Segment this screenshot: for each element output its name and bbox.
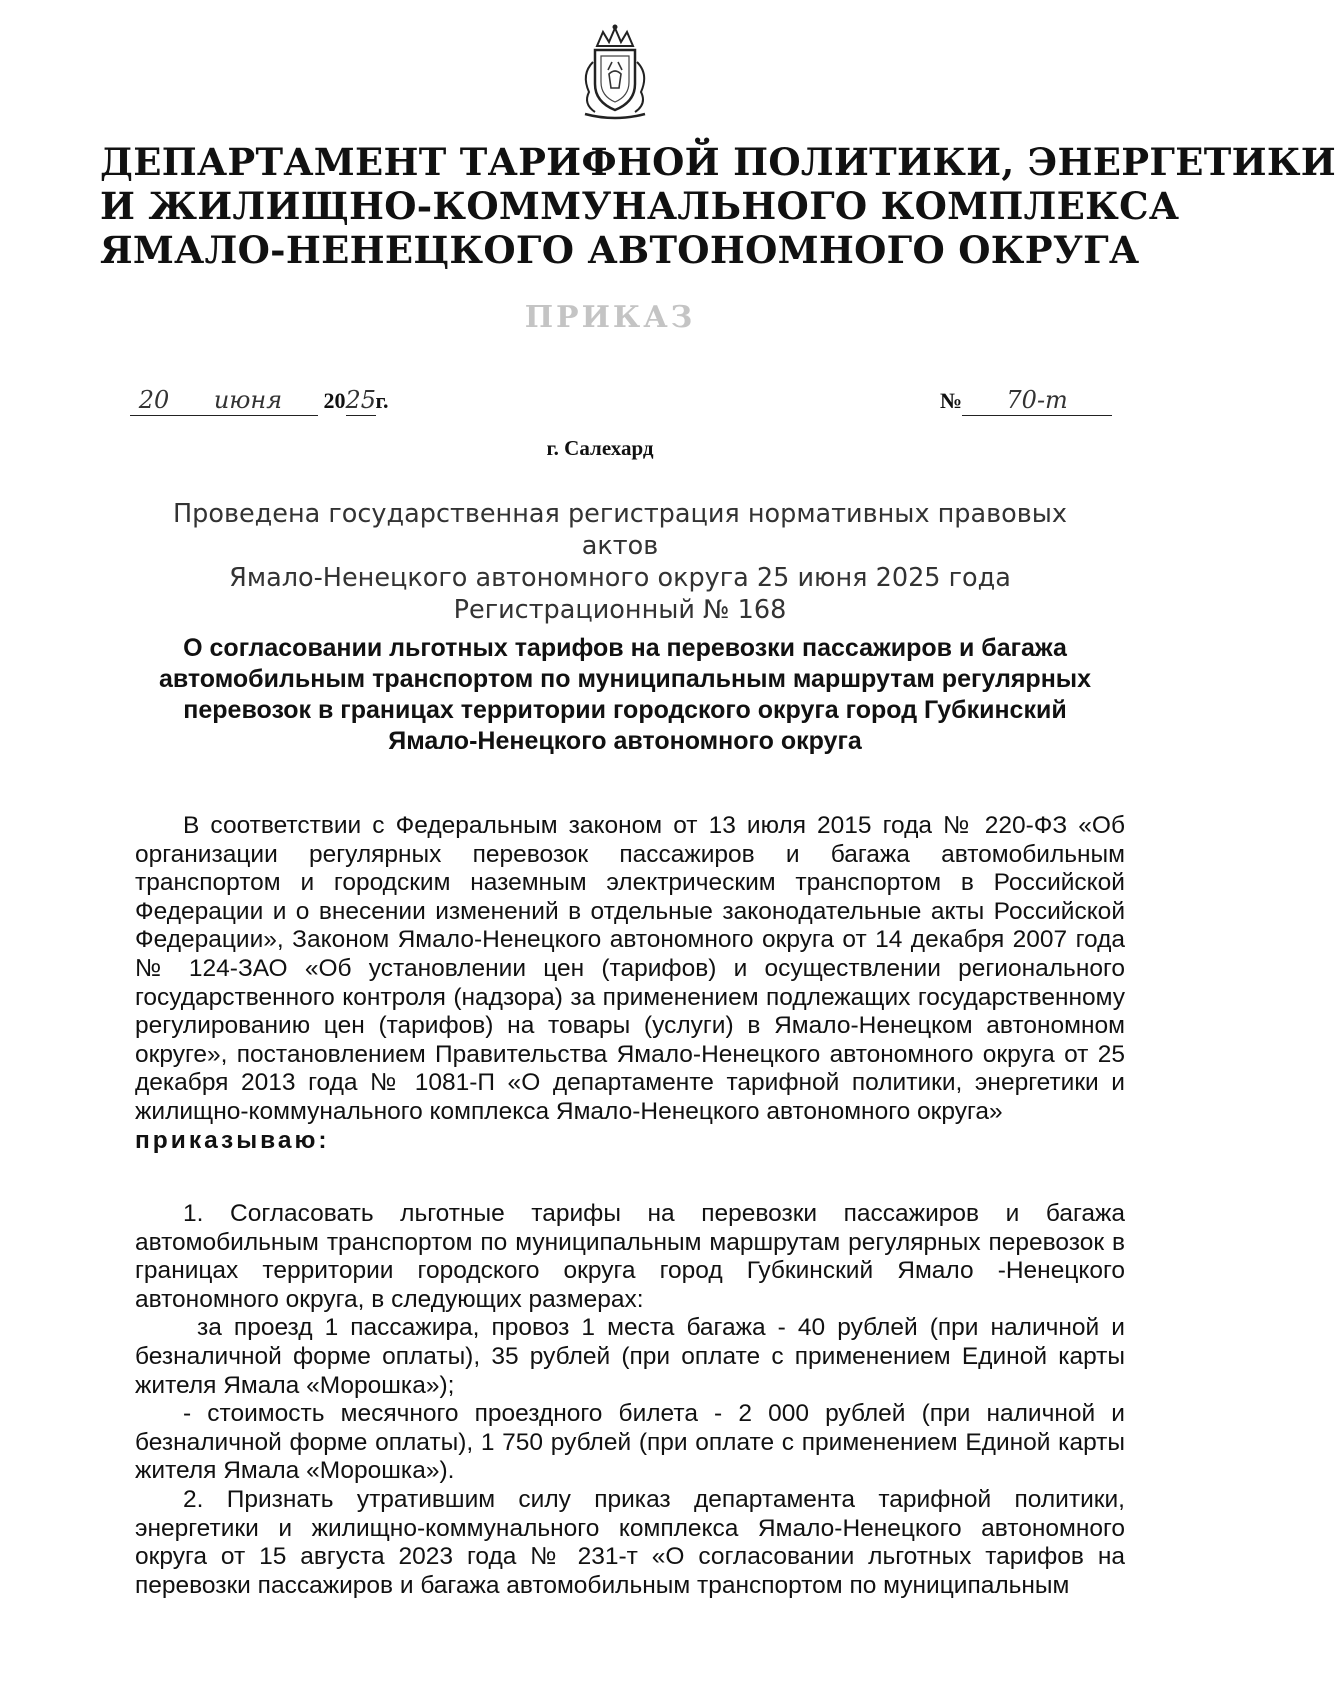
registration-line: Проведена государственная регистрация нормативных правовых актов	[172, 499, 1068, 561]
date-year-letter: г.	[375, 388, 389, 413]
order-points	[135, 1200, 1125, 1600]
point-1-fare: за проезд 1 пассажира, провоз 1 места багажа - 40 рублей (при наличной и безналичной форме оплаты), 35 рублей (при оплате с применением Единой карты жителя Ямала «Морошка»);	[135, 1314, 1125, 1399]
order-word: приказываю:	[135, 1126, 330, 1154]
date-year-prefix: 20	[323, 388, 346, 413]
order-date	[130, 385, 389, 419]
number-value: 70-т	[962, 385, 1112, 416]
point-1: 1. Согласовать льготные тарифы на перевозки пассажиров и багажа автомобильным транспортом по муниципальным маршрутам регулярных перевозок в границах территории городского округа город Губкинский Ямало -Ненецкого автономного округа, в следующих размерах:	[135, 1200, 1125, 1313]
subject-line: О согласовании льготных тарифов на перевозки пассажиров и багажа	[183, 634, 1067, 662]
point-1-monthly-pass: - стоимость месячного проездного билета - 2 000 рублей (при наличной и безналичной форме оплаты), 1 750 рублей (при оплате с применением Единой карты жителя Ямала «Морошка»).	[135, 1400, 1125, 1485]
coat-of-arms-icon	[575, 22, 655, 122]
department-title-line: ДЕПАРТАМЕНТ ТАРИФНОЙ ПОЛИТИКИ, ЭНЕРГЕТИКИ	[100, 140, 1336, 184]
date-month: июня	[178, 385, 318, 416]
preamble-paragraph	[135, 812, 1125, 1155]
registration-line: Регистрационный № 168	[453, 595, 787, 625]
subject-line: Ямало-Ненецкого автономного округа	[388, 727, 862, 755]
point-2: 2. Признать утратившим силу приказ департамента тарифной политики, энергетики и жилищно-коммунального комплекса Ямало-Ненецкого автономного округа от 15 августа 2023 года № 231-т «О согласовании льготных тарифов на перевозки пассажиров и багажа автомобильным транспортом по муниципальным	[135, 1485, 1125, 1599]
order-number	[940, 385, 1112, 419]
document-type: ПРИКАЗ	[524, 300, 696, 335]
order-subject	[130, 633, 1120, 757]
registration-stamp	[140, 498, 1100, 626]
registration-line: Ямало-Ненецкого автономного округа 25 июня 2025 года	[229, 563, 1011, 593]
department-title	[100, 140, 1336, 272]
department-title-line: И ЖИЛИЩНО-КОММУНАЛЬНОГО КОМПЛЕКСА	[100, 184, 1180, 228]
preamble-text: В соответствии с Федеральным законом от 13 июля 2015 года № 220-ФЗ «Об организации регулярных перевозок пассажиров и багажа автомобильным транспортом и городским наземным электрическим транспортом в Российской Федерации и о внесении изменений в отдельные законодательные акты Российской Федерации», Законом Ямало-Ненецкого автономного округа от 14 декабря 2007 года № 124-ЗАО «Об установлении цен (тарифов) и осуществлении регионального государственного контроля (надзора) за применением подлежащих государственному регулированию цен (тарифов) на товары (услуги) в Ямало-Ненецком автономном округе», постановлением Правительства Ямало-Ненецкого автономного округа от 25 декабря 2013 года № 1081-П «О департаменте тарифной политики, энергетики и жилищно-коммунального комплекса Ямало-Ненецкого автономного округа»	[135, 812, 1125, 1125]
date-day: 20	[130, 385, 178, 416]
date-year-suffix: 25	[345, 386, 377, 414]
city: г. Салехард	[546, 436, 654, 460]
department-title-line: ЯМАЛО-НЕНЕЦКОГО АВТОНОМНОГО ОКРУГА	[100, 228, 1140, 272]
number-label: №	[940, 388, 963, 413]
subject-line: автомобильным транспортом по муниципальным маршрутам регулярных	[158, 665, 1092, 693]
subject-line: перевозок в границах территории городского округа город Губкинский	[183, 696, 1067, 724]
